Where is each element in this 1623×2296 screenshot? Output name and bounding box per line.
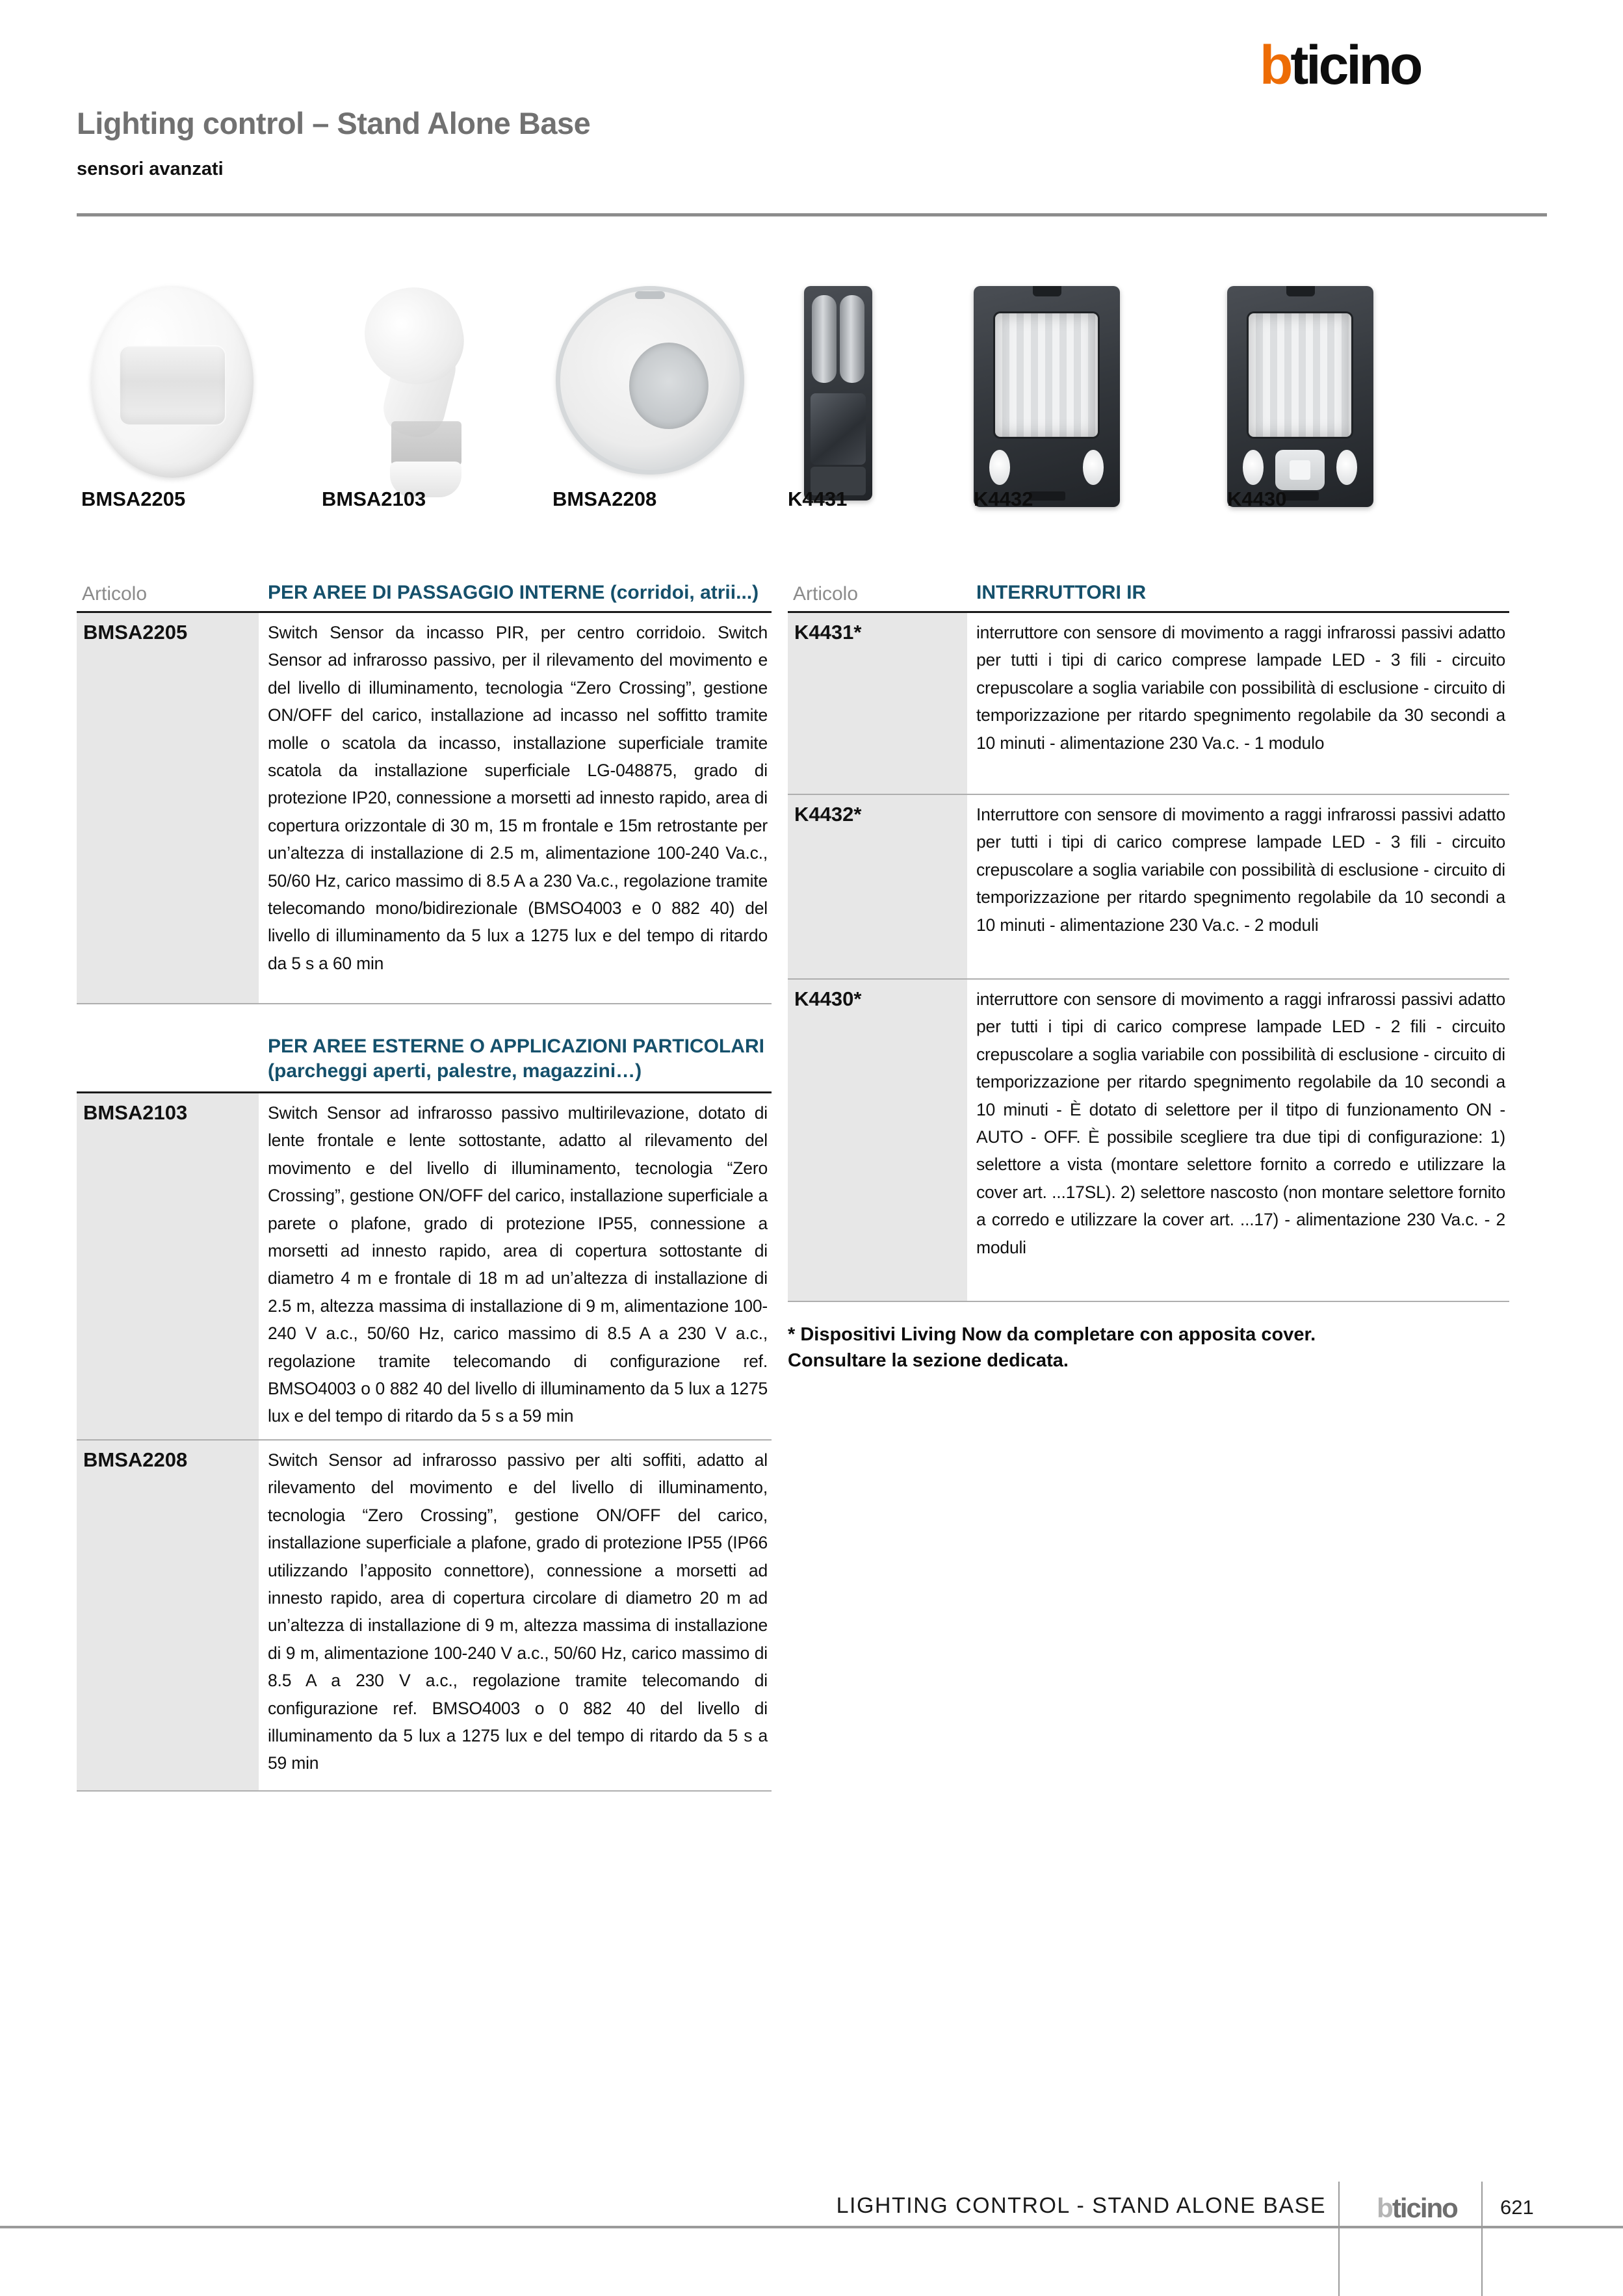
- article-code: BMSA2103: [83, 1101, 188, 1124]
- article-code: BMSA2208: [83, 1448, 188, 1471]
- product-image-k4431: [804, 286, 872, 501]
- article-description: Switch Sensor ad infrarosso passivo multirilevazione, dotato di lente frontale e lente sottostante, adatto al rilevamento del movimento e del livello di illuminamento, tecnologia “Zero Crossing”, gestione ON/OFF del carico, installazione superficiale a parete o plafone, grado di protezione IP55, connessione a morsetti ad innesto rapido, area di copertura sottostante di diametro 4 m e frontale di 18 m ad un’altezza di installazione di 2.5 m, altezza massima di installazione di 9 m, alimentazione 100-240 V a.c., 50/60 Hz, carico massimo di 8.5 A a 230 V a.c., regolazione tramite telecomando di configurazione ref. BMSO4003 o 0 882 40 del livello di illuminamento da 5 lux a 1275 lux e del tempo di ritardo da 5 s a 59 min: [268, 1103, 768, 1426]
- module-selector-knob: [1275, 450, 1325, 490]
- empty-cell: [77, 1004, 259, 1091]
- module-cylinder: [840, 295, 864, 383]
- column-header-articolo: Articolo: [793, 583, 859, 605]
- product-label: BMSA2208: [552, 488, 657, 510]
- selector-face: [1290, 460, 1310, 480]
- table-ir-switches: [788, 581, 1509, 1374]
- article-code: K4432*: [794, 803, 862, 826]
- module-slot: [1282, 491, 1319, 501]
- product-image-bmsa2205: [91, 286, 253, 478]
- article-cell: [77, 1441, 259, 1790]
- table-passage-areas: [77, 581, 772, 1792]
- article-code: K4430*: [794, 987, 862, 1010]
- article-description: Interruttore con sensore di movimento a raggi infrarossi passivi adatto per tutti i tipi di carico comprese lampade LED - 3 fili - circuito crepuscolare a soglia variabile con possibilità di esclusione - circuito di temporizzazione per ritardo spegnimento regolabile da 10 secondi a 10 minuti - alimentazione 230 Va.c. - 2 moduli: [976, 805, 1505, 935]
- product-label: K4432: [974, 488, 1033, 510]
- footer-divider: [1338, 2182, 1340, 2296]
- footnote-line2: Consultare la sezione dedicata.: [788, 1350, 1069, 1371]
- module-screw: [989, 450, 1010, 485]
- dome-lens: [629, 343, 708, 429]
- title-divider: [77, 213, 1547, 216]
- living-now-footnote: [788, 1322, 1509, 1374]
- module-cylinder: [812, 295, 837, 383]
- section-title-esterne: [259, 1004, 772, 1091]
- module-notch: [1286, 286, 1315, 296]
- product-k4430: [1227, 286, 1383, 527]
- footer-divider: [1481, 2182, 1483, 2296]
- page-subtitle: sensori avanzati: [77, 159, 224, 179]
- article-cell: [788, 795, 967, 978]
- module-lens-window: [995, 313, 1098, 437]
- footer-logo-b: b: [1377, 2193, 1392, 2223]
- product-bmsa2103: [322, 286, 517, 527]
- article-cell: [77, 613, 259, 1003]
- article-cell: [77, 1093, 259, 1439]
- module-screw: [1336, 450, 1357, 485]
- article-description: Switch Sensor ad infrarosso passivo per alti soffiti, adatto al rilevamento del movimento e del livello di illuminamento, tecnologia “Zero Crossing”, gestione ON/OFF del carico, installazione superficiale a plafone, grado di protezione IP55 (IP66 utilizzando l’apposito connettore), connessione a morsetti ad innesto rapido, area di copertura circolare di diametro 20 m ad un’altezza di installazione di 9 m, altezza massima di installazione di 9 m, alimentazione 100-240 V a.c., 50/60 Hz, carico massimo di 8.5 A a 230 V a.c., regolazione tramite telecomando di configurazione ref. BMSO4003 o 0 882 40 del livello di illuminamento da 5 lux a 1275 lux e del tempo di ritardo da 5 s a 59 min: [268, 1450, 768, 1773]
- footnote-line1: * Dispositivi Living Now da completare con apposita cover.: [788, 1324, 1316, 1345]
- product-label: K4430: [1227, 488, 1287, 510]
- section-title-interruttori-ir: INTERRUTTORI IR: [976, 582, 1147, 603]
- section-title-line2: (parcheggi aperti, palestre, magazzini…): [268, 1060, 642, 1082]
- page-title: Lighting control – Stand Alone Base: [77, 106, 591, 140]
- product-k4432: [974, 286, 1130, 527]
- pir-lens: [119, 345, 226, 426]
- product-k4431: [788, 286, 879, 527]
- column-header-articolo: Articolo: [82, 583, 148, 605]
- product-bmsa2205: [81, 286, 263, 527]
- bticino-logo-rest: ticino: [1290, 34, 1421, 96]
- module-screw: [1083, 450, 1104, 485]
- product-image-bmsa2103: [351, 286, 487, 501]
- footer-bticino-logo: [1353, 2195, 1481, 2222]
- product-label: BMSA2205: [81, 488, 186, 510]
- article-code: K4431*: [794, 621, 862, 644]
- product-image-bmsa2208: [556, 286, 744, 475]
- bticino-logo: [1260, 34, 1421, 96]
- section-title-interne: PER AREE DI PASSAGGIO INTERNE (corridoi, atrii...): [268, 582, 759, 603]
- table-row: [788, 613, 1509, 795]
- module-slot: [1029, 491, 1065, 501]
- sensor-head: [356, 278, 472, 394]
- table-header: [77, 581, 772, 613]
- table-header: [788, 581, 1509, 613]
- sensor-bracket: [391, 421, 461, 465]
- article-description: interruttore con sensore di movimento a raggi infrarossi passivi adatto per tutti i tipi di carico comprese lampade LED - 2 fili - circuito crepuscolare a soglia variabile con possibilità di esclusione - circuito di temporizzazione per ritardo spegnimento regolabile da 10 secondi a 10 minuti - È dotato di selettore per il titpo di funzionamento ON - AUTO - OFF. È possibile scegliere tra due tipi di configurazione: 1) selettore a vista (montare selettore fornito a corredo e utilizzare la cover art. ...17SL). 2) selettore nascosto (non montare selettore fornito a corredo e utilizzare la cover art. ...17) - alimentazione 230 Va.c. - 2 moduli: [976, 989, 1505, 1257]
- footer-rule: [0, 2226, 1623, 2228]
- article-description: Switch Sensor da incasso PIR, per centro corridoio. Switch Sensor ad infrarosso passivo, per il rilevamento del movimento e del livello di illuminamento, tecnologia “Zero Crossing”, gestione ON/OFF del carico, installazione ad incasso nel soffitto tramite molle o scatola da incasso, installazione superficiale tramite scatola da installazione superficiale LG-048875, grado di protezione IP20, connessione a morsetti ad innesto rapido, area di copertura orizzontale di 30 m, 15 m frontale e 15m retrostante per un’altezza di installazione di 2.5 m, alimentazione 100-240 Va.c., 50/60 Hz, carico massimo di 8.5 A a 230 Va.c., regolazione tramite telecomando mono/bidirezionale (BMSO4003 e 0 882 40) del livello di illuminamento da 5 lux a 1275 lux e del tempo di ritardo da 5 s a 60 min: [268, 623, 768, 973]
- article-cell: [788, 613, 967, 794]
- article-description: interruttore con sensore di movimento a raggi infrarossi passivi adatto per tutti i tipi di carico comprese lampade LED - 3 fili - circuito crepuscolare a soglia variabile con possibilità di esclusione - circuito di temporizzazione per ritardo spegnimento regolabile da 30 secondi a 10 minuti - alimentazione 230 Va.c. - 1 modulo: [976, 623, 1505, 753]
- table-row: [77, 1441, 772, 1792]
- dome-tab: [635, 291, 665, 299]
- bticino-logo-b: b: [1260, 34, 1291, 96]
- module-lens-window: [1249, 313, 1351, 437]
- article-cell: [788, 980, 967, 1301]
- product-bmsa2208: [552, 286, 747, 527]
- module-notch: [1033, 286, 1061, 296]
- footer-section-title: LIGHTING CONTROL - STAND ALONE BASE: [836, 2193, 1326, 2218]
- table-row: [788, 980, 1509, 1302]
- product-label: K4431: [788, 488, 848, 510]
- module-glass: [811, 393, 866, 465]
- product-image-k4430: [1227, 286, 1373, 507]
- table-row: [788, 795, 1509, 980]
- product-label: BMSA2103: [322, 488, 426, 510]
- product-image-k4432: [974, 286, 1120, 507]
- section-title-line1: PER AREE ESTERNE O APPLICAZIONI PARTICOLARI: [268, 1036, 764, 1057]
- table-row: [77, 1093, 772, 1441]
- section-header-esterne: [77, 1004, 772, 1093]
- article-code: BMSA2205: [83, 621, 188, 644]
- table-row: [77, 613, 772, 1004]
- module-screw: [1243, 450, 1264, 485]
- footer-logo-rest: ticino: [1392, 2193, 1457, 2223]
- page-number: 621: [1500, 2196, 1534, 2219]
